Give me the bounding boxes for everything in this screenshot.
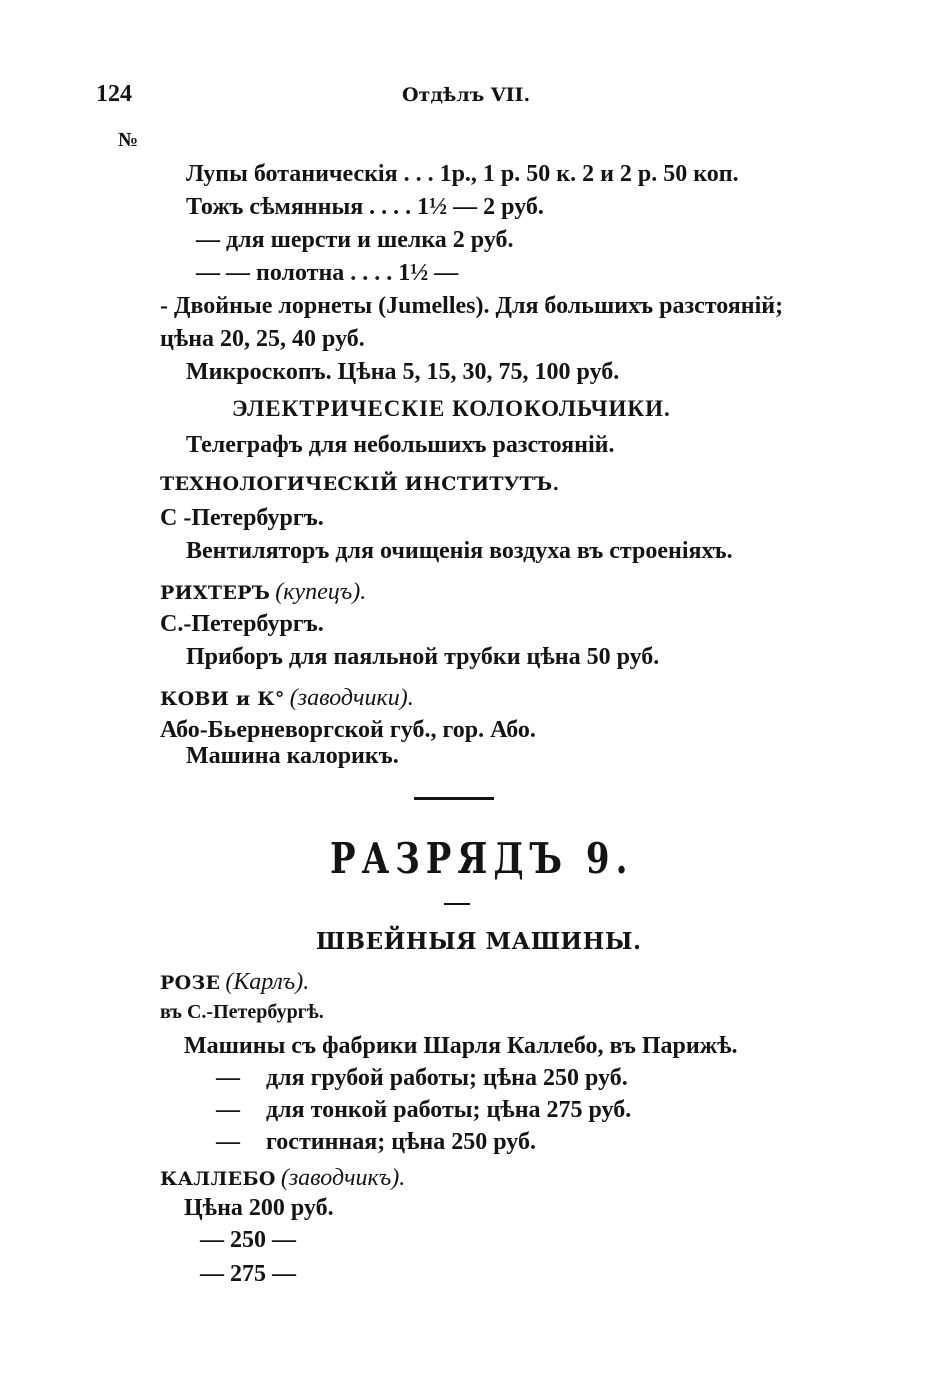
richter-city: С.-Петербургъ. [160, 611, 324, 637]
rose-name: РОЗЕ [160, 972, 221, 994]
page-number: 124 [96, 81, 132, 107]
kovi-item: Машина калорикъ. [186, 743, 399, 769]
richter-role: (купецъ). [275, 579, 367, 605]
callebo-name: КАЛЛЕБО [160, 1168, 276, 1190]
rose-sub-coarse-text: для грубой работы; цѣна 250 руб. [266, 1065, 628, 1091]
section-divider [414, 797, 494, 800]
rose-sub-fine [216, 1098, 631, 1122]
exhibitor-techno: ТЕХНОЛОГИЧЕСКІЙ ИНСТИТУТЪ. [160, 473, 560, 495]
section-9-subtitle: ШВЕЙНЫЯ МАШИНЫ. [316, 928, 642, 955]
exhibitor-rose [160, 970, 309, 994]
electric-telegraph: Телеграфъ для небольшихъ разстояній. [186, 432, 615, 458]
section-title: Отдѣлъ VII. [402, 84, 531, 106]
callebo-price-200: Цѣна 200 руб. [184, 1195, 334, 1221]
rose-sub-drawing [216, 1130, 536, 1154]
title-rule [444, 903, 470, 905]
exhibitor-richter [160, 580, 366, 604]
text-line-sherst: — для шерсти и шелка 2 руб. [196, 227, 514, 253]
exhibitor-kovi [160, 686, 414, 710]
rose-sub-drawing-text: гостинная; цѣна 250 руб. [266, 1129, 536, 1155]
techno-city: С -Петербургъ. [160, 505, 324, 531]
dash: — [216, 1129, 240, 1155]
rose-item: Машины съ фабрики Шарля Каллебо, въ Парижѣ. [184, 1033, 738, 1059]
dash: — [216, 1065, 240, 1091]
text-line-polotna: — — полотна . . . . 1½ — [196, 260, 459, 286]
richter-name: РИХТЕРЪ [160, 582, 271, 604]
text-line-microscope: Микроскопъ. Цѣна 5, 15, 30, 75, 100 руб. [186, 359, 620, 385]
rose-role: (Карлъ). [225, 969, 310, 995]
callebo-price-250: — 250 — [200, 1227, 296, 1253]
dash: — [216, 1097, 240, 1123]
numero-mark: № [118, 129, 139, 151]
rose-sub-fine-text: для тонкой работы; цѣна 275 руб. [266, 1097, 632, 1123]
callebo-role: (заводчикъ). [280, 1165, 406, 1191]
richter-item: Приборъ для паяльной трубки цѣна 50 руб. [186, 644, 660, 670]
section-9-title: РАЗРЯДЪ 9. [330, 834, 634, 885]
kovi-role: (заводчики). [289, 685, 414, 711]
rose-sub-coarse [216, 1066, 628, 1090]
electric-heading: ЭЛЕКТРИЧЕСКІЕ КОЛОКОЛЬЧИКИ. [232, 396, 671, 421]
text-line-lornety-price: цѣна 20, 25, 40 руб. [160, 326, 365, 352]
kovi-city: Або-Бьерневоргской губ., гор. Або. [160, 717, 536, 743]
kovi-name: КОВИ и К° [160, 688, 285, 710]
exhibitor-callebo [160, 1166, 405, 1190]
callebo-price-275: — 275 — [200, 1261, 296, 1287]
text-line-lupy: Лупы ботаническія . . . 1р., 1 р. 50 к. 2 и 2 р. 50 коп. [186, 161, 739, 187]
text-line-tozh: Тожъ сѣмянныя . . . . 1½ — 2 руб. [186, 194, 544, 220]
techno-item: Вентиляторъ для очищенія воздуха въ строеніяхъ. [186, 538, 733, 564]
rose-city: въ С.-Петербургѣ. [160, 1001, 324, 1023]
text-line-lornety: - Двойные лорнеты (Jumelles). Для большихъ разстояній; [160, 293, 784, 319]
